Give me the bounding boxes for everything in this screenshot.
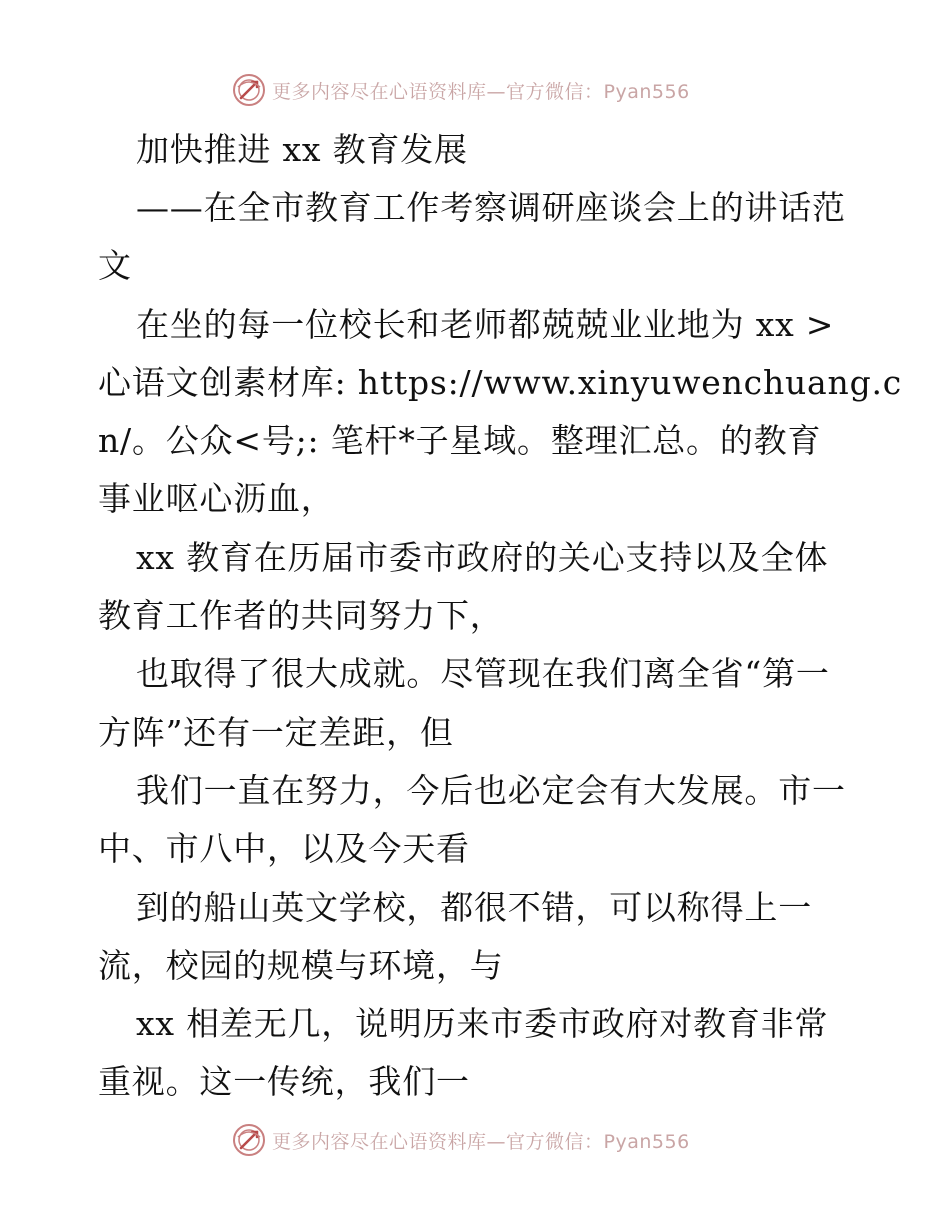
document-title: 加快推进 xx 教育发展 — [136, 130, 468, 169]
paragraph-line: 教育工作者的共同努力下， — [98, 596, 504, 635]
footer-banner — [232, 1120, 752, 1160]
paragraph-line: xx 教育在历届市委市政府的关心支持以及全体 — [136, 538, 829, 577]
stamp-logo-icon — [232, 1123, 266, 1157]
paragraph-line: n/。公众<号;: 笔杆*子星域。整理汇总。的教育 — [98, 421, 822, 460]
paragraph-line: 方阵”还有一定差距，但 — [98, 713, 454, 752]
paragraph-line: 流，校园的规模与环境，与 — [98, 946, 504, 985]
paragraph-line: 心语文创素材库: https://www.xinyuwenchuang.c — [98, 363, 903, 402]
paragraph-line: 重视。这一传统，我们一 — [98, 1062, 470, 1101]
footer-banner-text: 更多内容尽在心语资料库—官方微信：Pyan556 — [272, 1130, 690, 1153]
paragraph-line: 在坐的每一位校长和老师都兢兢业业地为 xx > — [136, 305, 835, 344]
paragraph-line: 也取得了很大成就。尽管现在我们离全省“第一 — [136, 654, 830, 693]
paragraph-line: 我们一直在努力，今后也必定会有大发展。市一 — [136, 771, 846, 810]
document-subtitle-line: 文 — [98, 246, 132, 285]
paragraph-line: 到的船山英文学校，都很不错，可以称得上一 — [136, 888, 812, 927]
paragraph-line: 中、市八中，以及今天看 — [98, 829, 470, 868]
paragraph-line: 事业呕心沥血， — [98, 479, 335, 518]
document-subtitle-line: ——在全市教育工作考察调研座谈会上的讲话范 — [136, 188, 846, 227]
paragraph-line: xx 相差无几，说明历来市委市政府对教育非常 — [136, 1004, 829, 1043]
stamp-logo-icon — [232, 73, 266, 107]
header-banner-text: 更多内容尽在心语资料库—官方微信：Pyan556 — [272, 80, 690, 103]
header-banner — [232, 70, 752, 110]
